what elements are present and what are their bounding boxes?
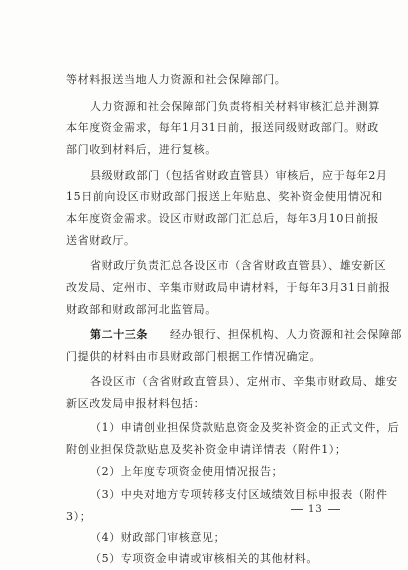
list-item: （2）上年度专项资金使用情况报告； <box>90 465 284 478</box>
list-item-continuation: 3）； <box>66 510 92 523</box>
list-item: （4）财政部门审核意见； <box>90 531 226 544</box>
text-line: 省财政厅负责汇总各设区市（含省财政直管县）、雄安新区 <box>90 259 387 272</box>
text-line: 县级财政部门（包括省财政直管县）审核后，应于每年2月 <box>90 169 388 182</box>
dash-left <box>291 509 303 510</box>
dash-right <box>328 509 340 510</box>
text-line: 本年度资金需求，每年1月31日前，报送同级财政部门。财政 <box>66 121 379 134</box>
list-item: （1）申请创业担保贷款贴息资金及奖补资金的正式文件，后 <box>90 421 400 434</box>
list-item-continuation: 附创业担保贷款贴息及奖补资金申请详情表（附件1）； <box>66 443 347 456</box>
text-line: 人力资源和社会保障部门负责将相关材料审核汇总并测算 <box>90 100 380 113</box>
text-line: 新区改发局申报材料包括： <box>66 397 206 410</box>
text-line: 等材料报送当地人力资源和社会保障部门。 <box>66 73 287 86</box>
list-item: （3）中央对地方专项转移支付区域绩效目标申报表（附件 <box>90 488 388 501</box>
text-line: 送省财政厅。 <box>66 234 136 247</box>
text-line: 财政部和财政部河北监管局。 <box>66 303 217 316</box>
text-line: 本年度资金需求。设区市财政部门汇总后，每年3月10日前报 <box>66 212 379 225</box>
text-line: 门提供的材料由市县财政部门根据工作情况确定。 <box>66 350 322 363</box>
article-heading: 第二十三条 <box>90 328 148 341</box>
text-line: 改发局、定州市、辛集市财政局申请材料，于每年3月31日前报 <box>66 281 391 294</box>
text-line: 部门收到材料后，进行复核。 <box>66 143 217 156</box>
page-number <box>286 504 345 516</box>
list-item: （5）专项资金申请或审核相关的其他材料。 <box>90 552 318 565</box>
page-number-text: 13 <box>308 504 323 515</box>
text-line: 经办银行、担保机构、人力资源和社会保障部 <box>170 328 402 341</box>
text-line: 15日前向设区市财政部门报送上年贴息、奖补资金使用情况和 <box>66 190 383 203</box>
text-line: 各设区市（含省财政直管县）、定州市、辛集市财政局、雄安 <box>90 375 398 388</box>
